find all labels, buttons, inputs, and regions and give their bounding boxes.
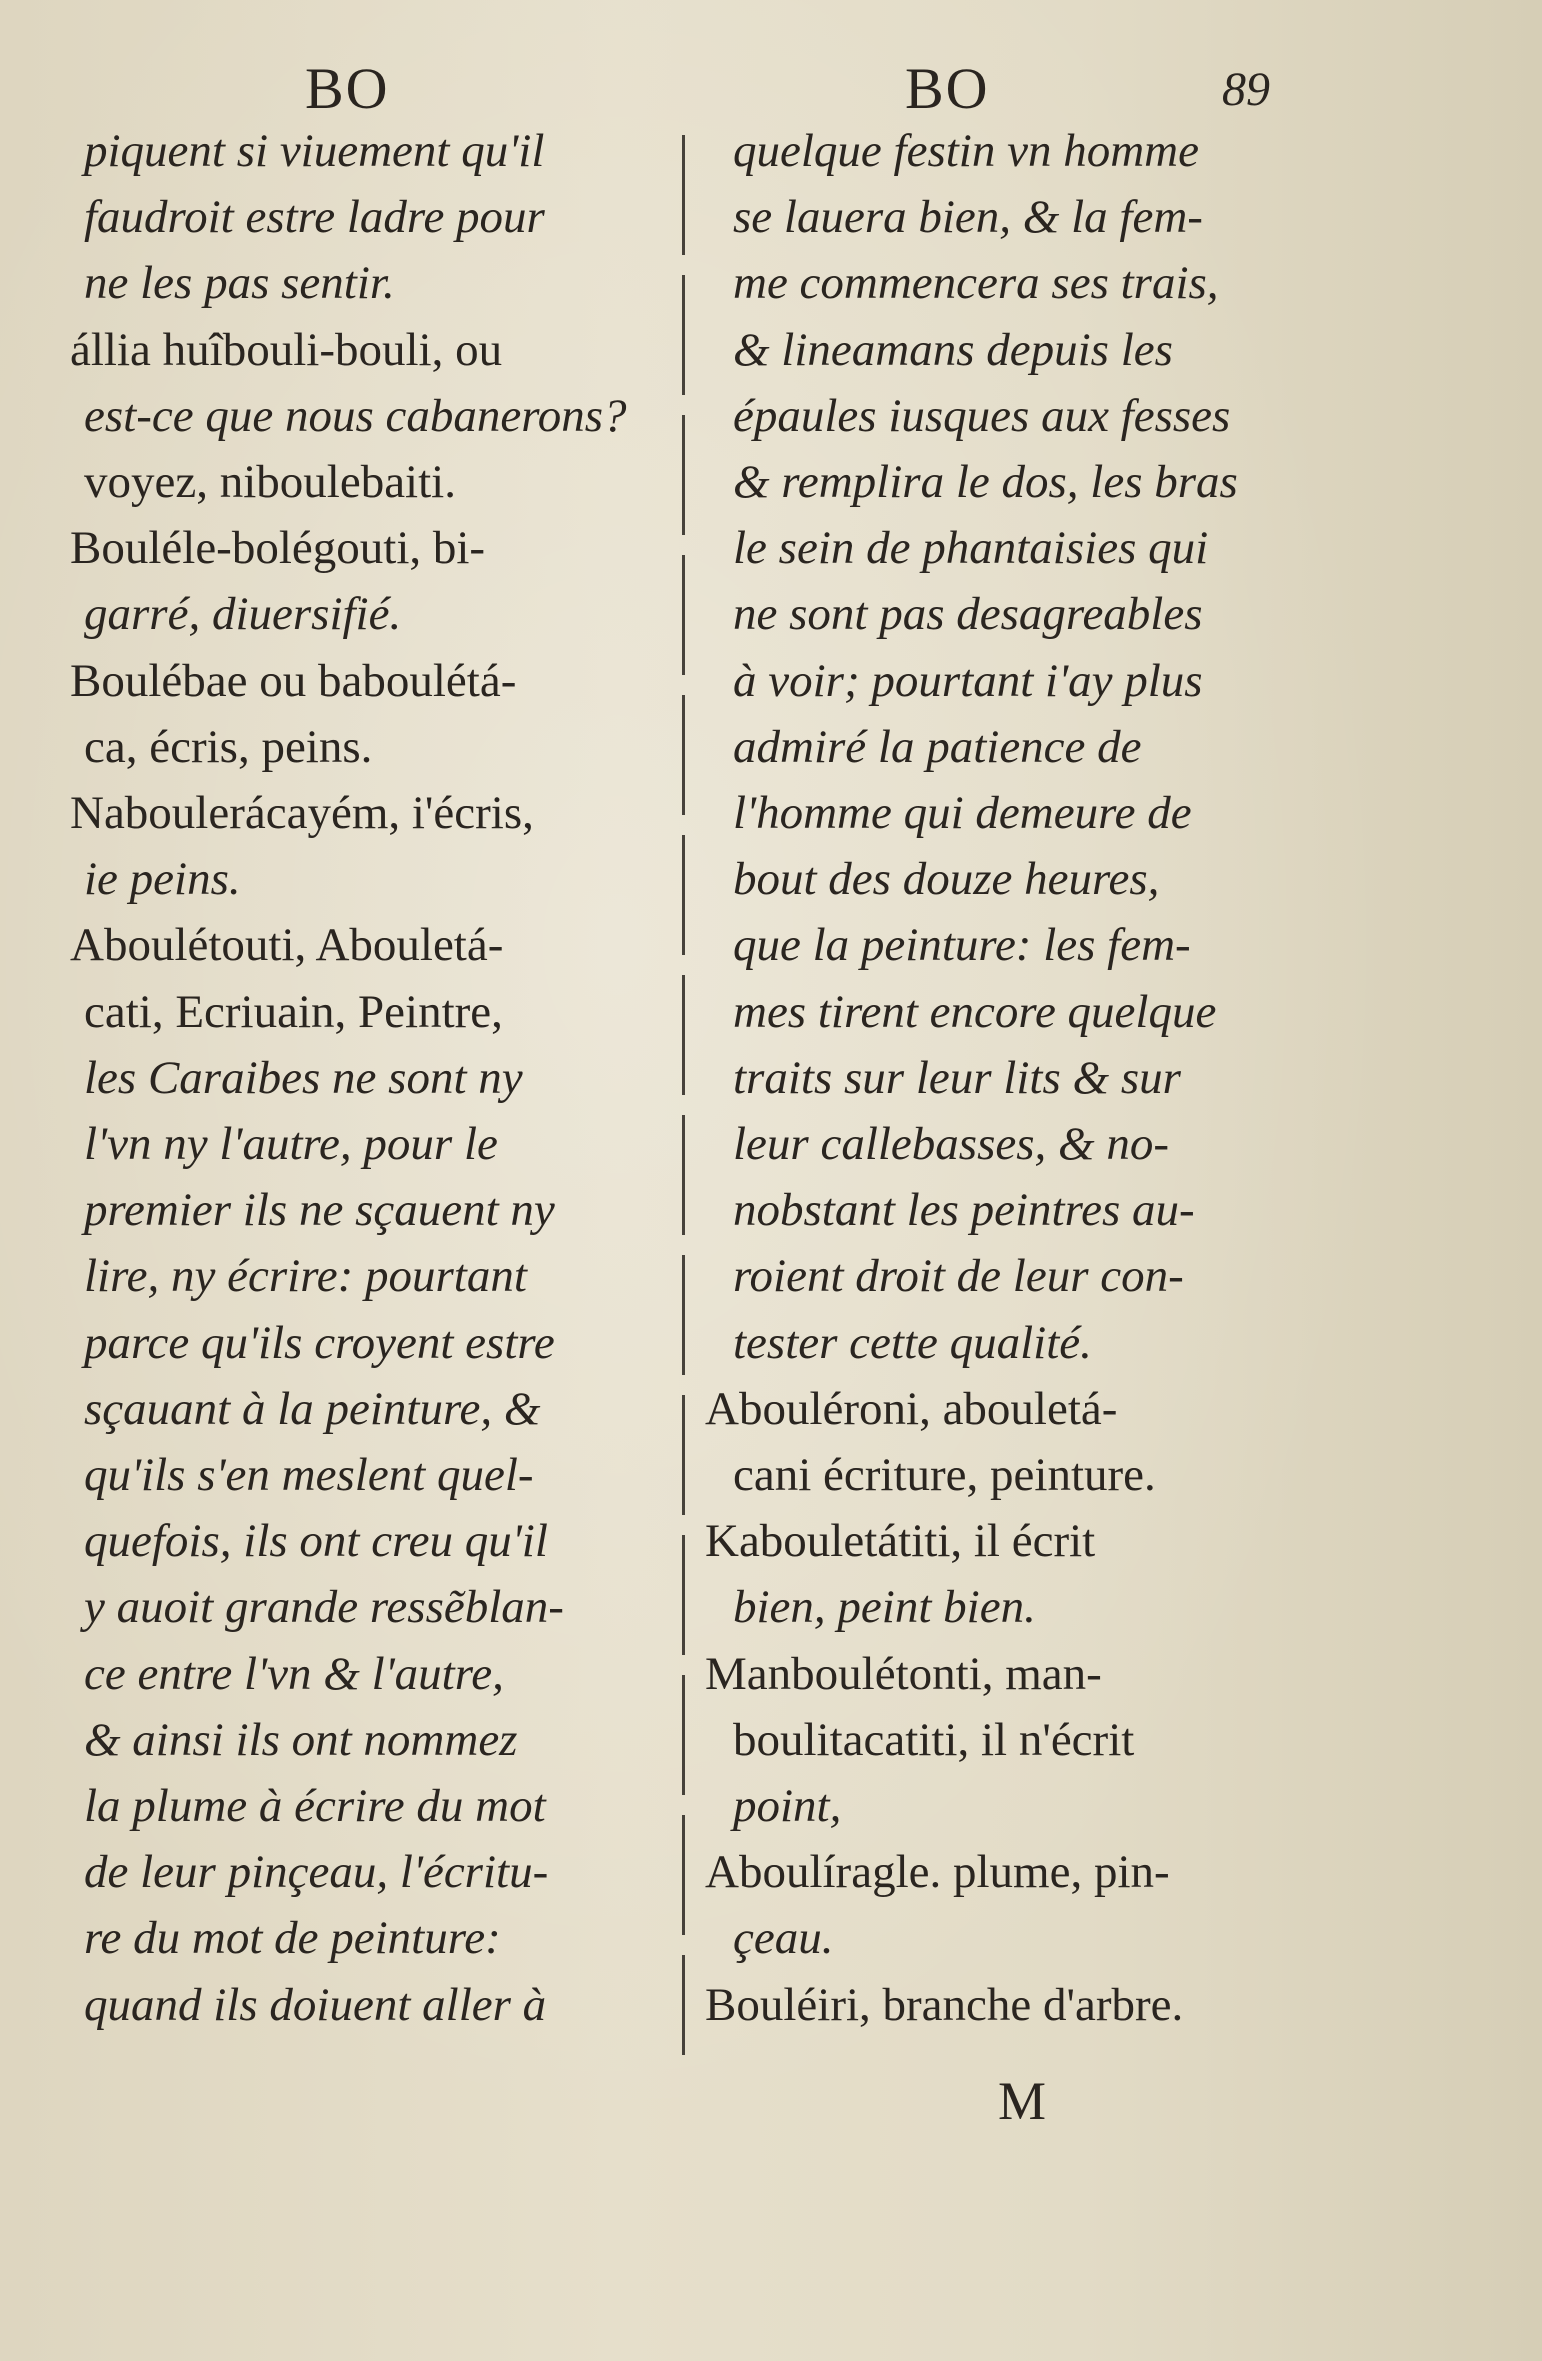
text-line: & remplira le dos, les bras (733, 456, 1238, 508)
text-line: voyez, niboulebaiti. (84, 456, 456, 508)
text-line: leur callebasses, & no- (733, 1118, 1169, 1170)
text-line: cati, Ecriuain, Peintre, (84, 985, 503, 1038)
text-line: quelque festin vn homme (733, 125, 1199, 177)
text-line: faudroit estre ladre pour (84, 191, 545, 244)
text-line: & ainsi ils ont nommez (84, 1713, 518, 1766)
signature-mark: M (998, 2071, 1047, 2131)
text-line: sçauant à la peinture, & (84, 1382, 541, 1435)
text-line: Boulébae ou baboulétá- (70, 654, 517, 707)
text-line: premier ils ne sçauent ny (84, 1184, 555, 1237)
text-line: ne sont pas desagreables (733, 588, 1203, 641)
text-line: ce entre l'vn & l'autre, (84, 1647, 504, 1700)
text-line: épaules iusques aux fesses (733, 389, 1231, 442)
text-line: lire, ny écrire: pourtant (84, 1250, 527, 1303)
text-line: nobstant les peintres au- (733, 1184, 1195, 1237)
text-line: Bouléiri, branche d'arbre. (705, 1978, 1184, 2031)
text-line: le sein de phantaisies qui (733, 522, 1209, 575)
text-line: me commencera ses trais, (733, 257, 1219, 310)
text-line: qu'ils s'en meslent quel- (84, 1449, 534, 1501)
text-line: çeau. (733, 1912, 834, 1965)
text-line: Bouléle-bolégouti, bi- (70, 522, 486, 575)
text-line: est-ce que nous cabanerons? (84, 389, 627, 442)
text-line: roient droit de leur con- (733, 1250, 1184, 1303)
text-line: Abouléroni, abouletá- (705, 1382, 1118, 1435)
text-line: l'vn ny l'autre, pour le (84, 1118, 498, 1170)
text-line: állia huîbouli-bouli, ou (70, 323, 503, 376)
text-line: bout des douze heures, (733, 853, 1160, 906)
text-line: de leur pinçeau, l'écritu- (84, 1846, 549, 1899)
text-line: re du mot de peinture: (84, 1912, 501, 1965)
right-running-head: BO (905, 56, 990, 121)
text-line: Kabouletátiti, il écrit (705, 1515, 1096, 1568)
text-line: & lineamans depuis les (733, 323, 1173, 376)
text-line: Aboulétouti, Abouletá- (70, 919, 504, 972)
text-line: Aboulíragle. plume, pin- (705, 1846, 1170, 1899)
text-line: admiré la patience de (733, 720, 1142, 773)
text-line: tester cette qualité. (733, 1316, 1092, 1369)
page-number: 89 (1222, 63, 1270, 116)
text-line: se lauera bien, & la fem- (733, 191, 1203, 244)
text-line: ie peins. (84, 853, 241, 906)
text-line: boulitacatiti, il n'écrit (733, 1713, 1135, 1766)
column-divider (682, 135, 685, 2055)
text-line: traits sur leur lits & sur (733, 1051, 1181, 1104)
left-running-head: BO (305, 56, 390, 121)
text-line: ca, écris, peins. (84, 720, 373, 773)
text-line: garré, diuersifié. (84, 588, 402, 641)
text-line: Naboulerácayém, i'écris, (70, 787, 534, 839)
text-line: mes tirent encore quelque (733, 985, 1217, 1038)
text-line: quefois, ils ont creu qu'il (84, 1515, 548, 1568)
text-line: que la peinture: les fem- (733, 919, 1191, 972)
text-line: ne les pas sentir. (84, 257, 395, 310)
text-line: y auoit grande ressẽblan- (84, 1581, 564, 1634)
text-line: l'homme qui demeure de (733, 787, 1192, 839)
text-line: la plume à écrire du mot (84, 1780, 546, 1832)
text-line: quand ils doiuent aller à (84, 1978, 547, 2031)
text-line: Manboulétonti, man- (705, 1647, 1102, 1700)
text-line: bien, peint bien. (733, 1581, 1036, 1634)
text-line: parce qu'ils croyent estre (84, 1316, 555, 1369)
text-line: les Caraibes ne sont ny (84, 1051, 523, 1104)
text-line: cani écriture, peinture. (733, 1449, 1156, 1501)
text-line: piquent si viuement qu'il (84, 125, 545, 177)
text-line: à voir; pourtant i'ay plus (733, 654, 1203, 707)
text-line: point, (733, 1780, 842, 1832)
